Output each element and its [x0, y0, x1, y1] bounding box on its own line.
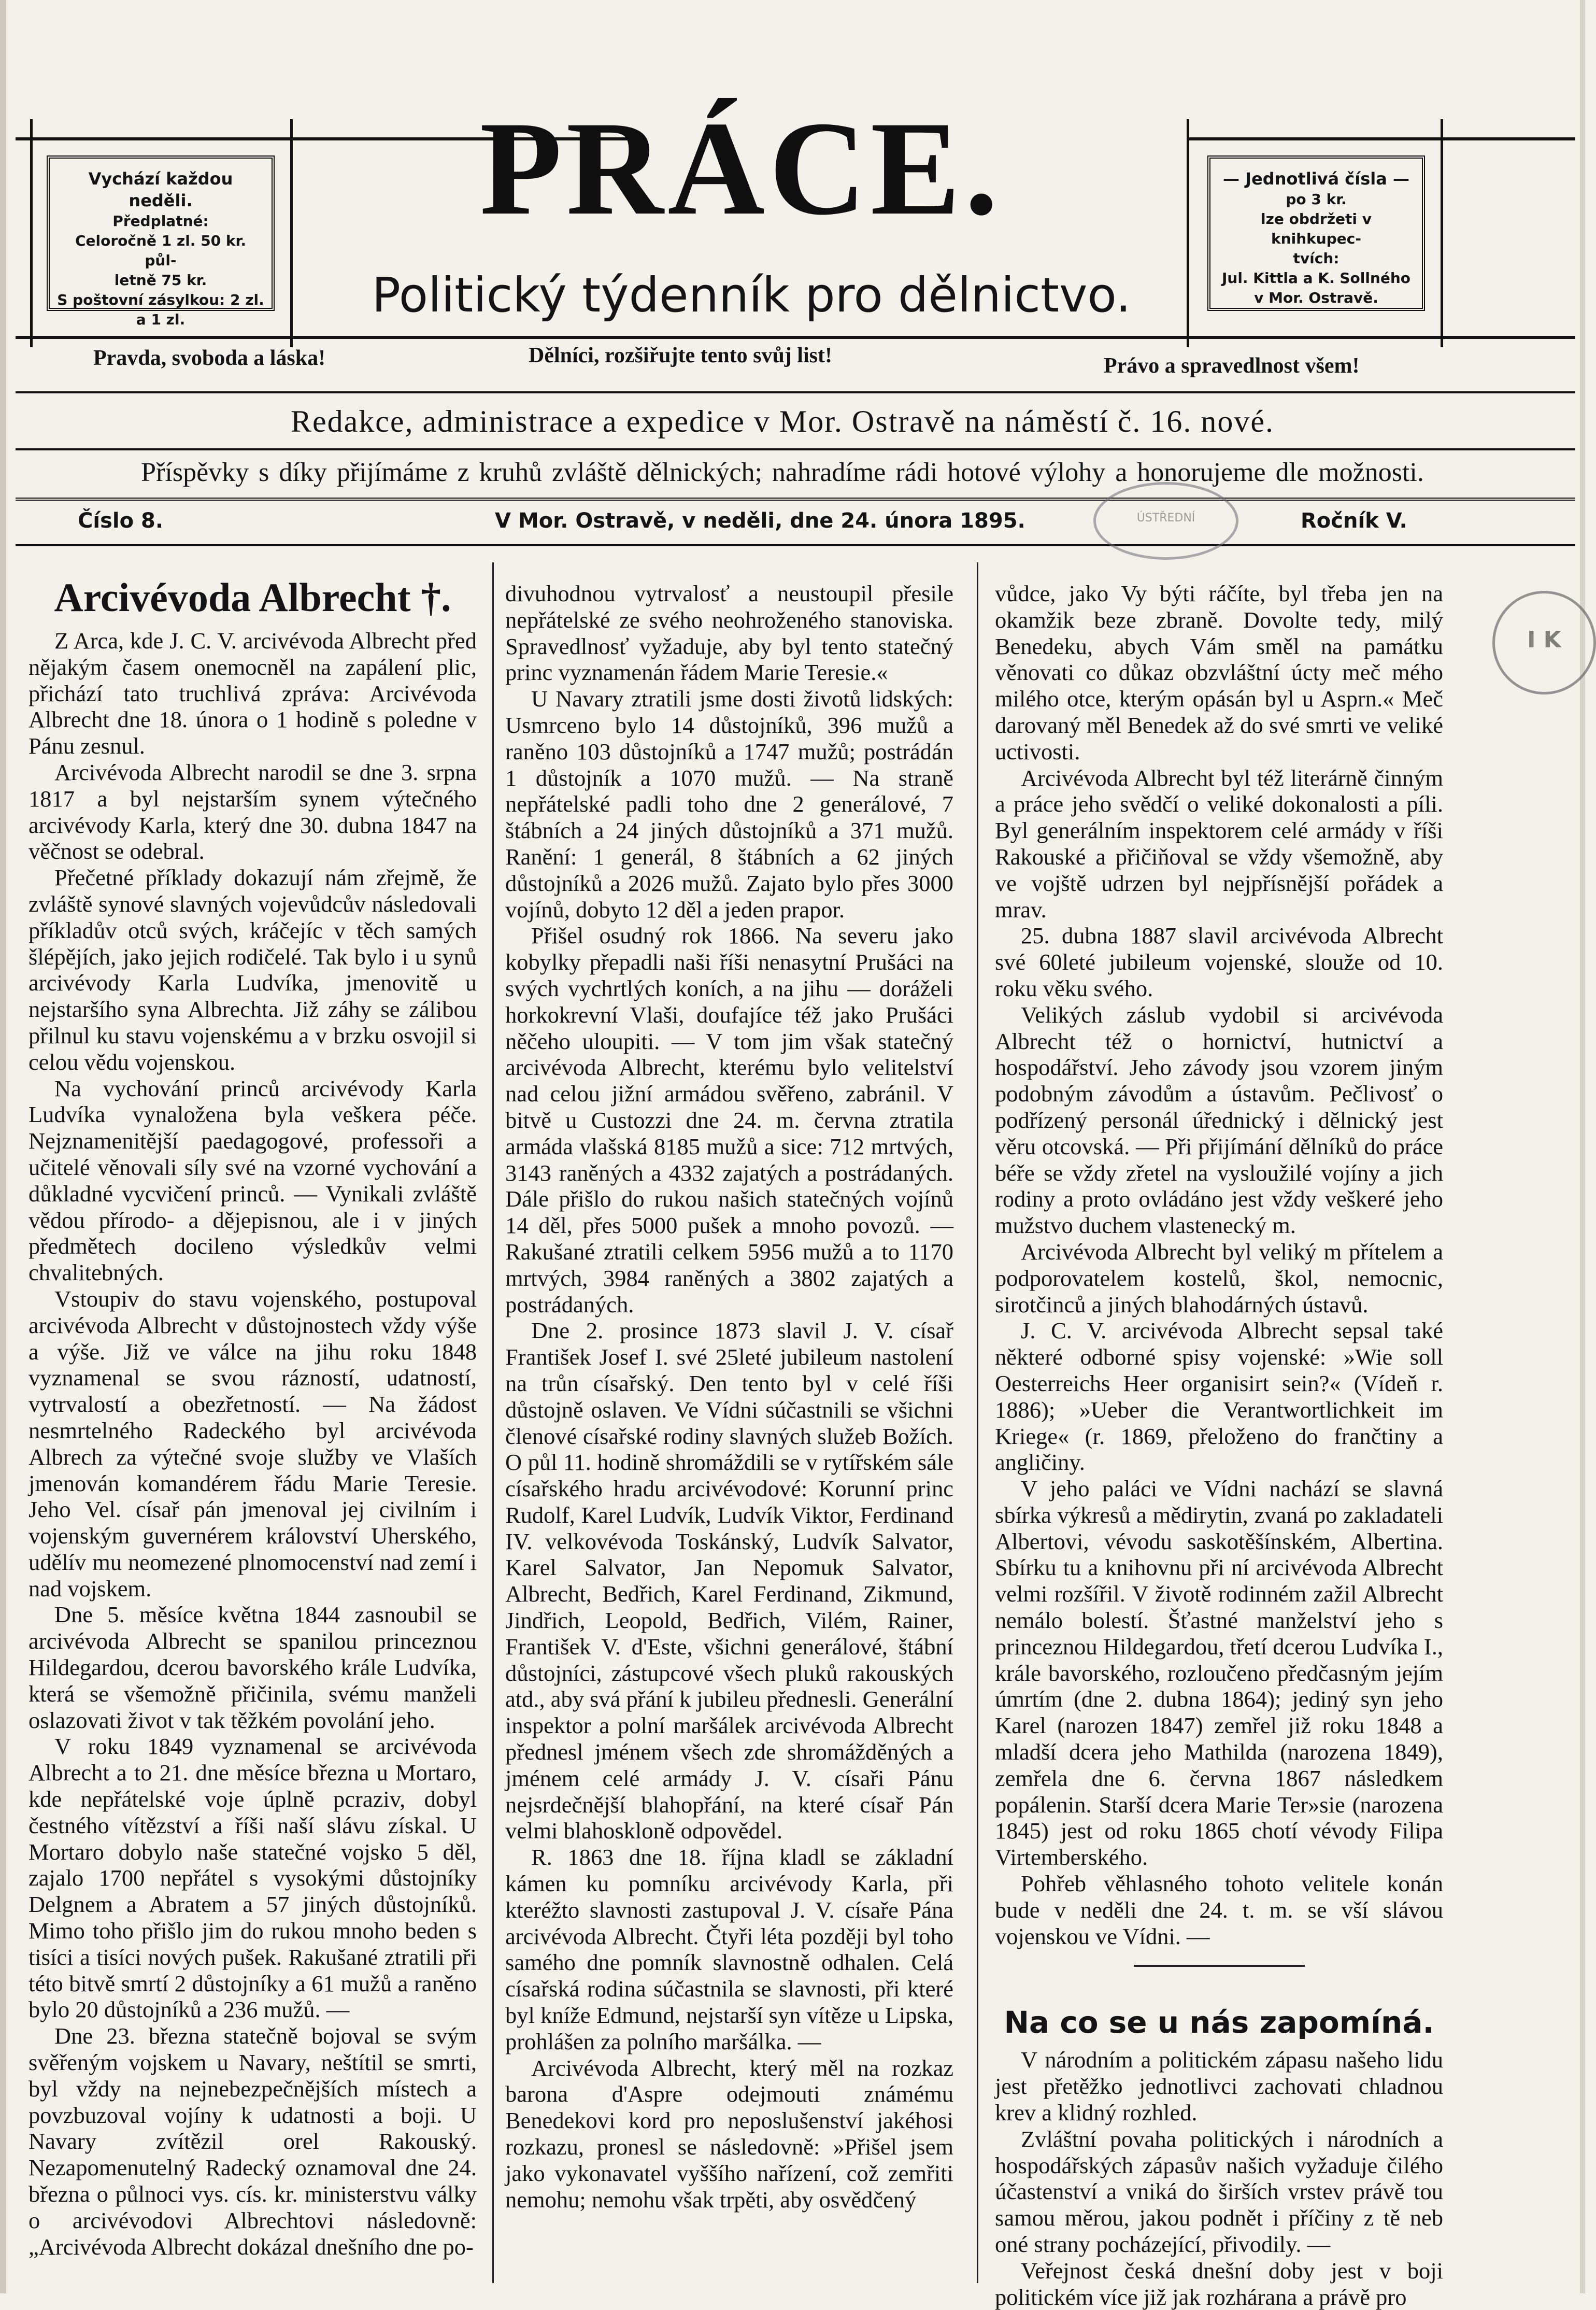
masthead-post-4 [1441, 119, 1443, 347]
article-title: Na co se u nás zapomíná. [1004, 2005, 1434, 2040]
article-paragraph: Na vychování princů arcivévody Karla Ludvíka vynaložena byla veškera péče. Nejznamenitější paedagogové, professoři a učitelé věnovali síly své na vzorné vychování a důkladné vycvičení princů. — Vynikali zvláště vědou přírodo- a dějepisnou, ale i v jiných předmětech docileno výsledkův velmi chvalitebných. [28, 1075, 477, 1286]
subscription-box-line: Celoročně 1 zl. 50 kr. půl- [75, 232, 246, 269]
motto-right: Právo a spravedlnost všem! [1104, 354, 1360, 378]
single-copies-box [1207, 155, 1425, 311]
rule-above-contributions [16, 448, 1575, 450]
article-paragraph: 25. dubna 1887 slavil arcivévoda Albrecht své 60leté jubileum vojenské, slouže od 10. roku věku svého. [995, 923, 1443, 1001]
single-copies-box-line: po 3 kr. [1286, 191, 1347, 208]
article-paragraph: Velikých záslub vydobil si arcivévoda Albrecht též o hornictví, hutnictví a hospodářství. Jeho závody jsou vzorem jiným podobným závodům a ústavům. Pečlivosť o podřízený personál úřednický i dělnický jest věru otcovská. — Při přijímání dělníků do práce béře se vždy zřetel na vysloužilé vojíny a jich rodiny a proto ovládáno jest vždy veškeré jeho mužstvo duchem vlastenecký m. [995, 1001, 1443, 1239]
article-paragraph: Přečetné příklady dokazují nám zřejmě, že zvláště synové slavných vojevůdcův následovali příkladův otců svých, kráčejíc v těch samých šlépějích, jako jejich rodičelé. Tak bylo i u synů arcivévody Karla Ludvíka, jmenovitě u nejstaršího syna Albrechta. Již záhy se zálibou přilnul ku stavu vojenskému a v brzku osvojil si celou vědu vojenskou. [28, 865, 477, 1075]
article-paragraph: Z Arca, kde J. C. V. arcivévoda Albrecht před nějakým časem onemocněl na zapálení plic, přichází tato truchlivá zpráva: Arcivévoda Albrecht dne 18. února o 1 hodině s poledne v Pánu zesnul. [28, 628, 477, 759]
newspaper-title: PRÁCE. [479, 94, 1003, 243]
article-paragraph: V národním a politickém zápasu našeho lidu jest přetěžko jednotlivci zachovati chladnou krev a klidný rozhled. [995, 2047, 1443, 2126]
subscription-box-line: Předplatné: [112, 212, 209, 230]
single-copies-box-line: Jul. Kittla a K. Sollného [1221, 270, 1411, 287]
issue-number: Číslo 8. [78, 509, 164, 533]
article-paragraph: Dne 2. prosince 1873 slavil J. V. císař František Josef I. své 25leté jubileum nastolení na trůn císařský. Den tento byl v celé říši důstojně oslaven. Ve Vídni súčastnili se všichni členové císařské rodiny slavných služeb Božích. O půl 11. hodině shromáždili se v rytířském sále císařského hradu arcivévodové: Korunní princ Rudolf, Karel Ludvík, Ludvík Viktor, Ferdinand IV. velkovévoda Toskánský, Ludvík Salvator, Karel Salvator, Jan Nepomuk Salvator, Albrecht, Bedřich, Karel Ferdinand, Zikmund, Jindřich, Leopold, Bedřich, Vilém, Rainer, František V. d'Este, všichni generálové, štábní důstojníci, zástupcové všech pluků rakouských atd., aby svá přání k jubileu přednesli. Generální inspektor a polní maršálek arcivévoda Albrecht přednesl jménem všech zde shromážděných a jménem celé armády J. V. císaři Pánu nejsrdečnější blahopřání, na které císař Pán velmi blahoskloně odpovědel. [505, 1317, 954, 1844]
issue-date: V Mor. Ostravě, v neděli, dne 24. února 1895. [495, 509, 1025, 533]
article-paragraph: V roku 1849 vyznamenal se arcivévoda Albrecht a to 21. dne měsíce března u Mortaro, kde nepřátelské voje úplně pcraziv, dobyl čestného vítězství a říši naší slávu získal. U Mortaro dobylo naše statečné vojsko 5 děl, zajalo 1700 nepřátel s vysokými důstojníky Delgnem a Abratem a 57 jiných důstojníků. Mimo toho přišlo jim do rukou mnoho beden s tisíci a tisíci nových pušek. Rakušané ztratili při této bitvě smrtí 2 důstojníky a 61 mužů a raněno bylo 20 důstojníků a 236 mužů. — [28, 1733, 477, 2023]
article-paragraph: Arcivévoda Albrecht byl veliký m přítelem a podporovatelem kostelů, škol, nemocnic, sirotčinců a jiných blahodárných ústavů. [995, 1238, 1443, 1317]
article-paragraph: Pohřeb věhlasného tohoto velitele konán bude v neděli dne 24. t. m. se vší slávou vojenskou ve Vídni. — [995, 1870, 1443, 1949]
subscription-box-line: a 1 zl. [136, 311, 186, 328]
rule-above-editorial [16, 391, 1575, 393]
column-rule-2 [977, 562, 978, 2283]
page-edge-right [1580, 0, 1585, 2293]
masthead-rule-right [1187, 137, 1575, 140]
subscription-box-line: S poštovní zásylkou: 2 zl. [57, 291, 264, 308]
article-paragraph: Vstoupiv do stavu vojenského, postupoval arcivévoda Albrecht v důstojnostech vždy výše a výše. Již ve válce na jihu roku 1848 vyznamenal se svou rázností, udatností, vytrvalostí a obezřetností. — Na žádost nesmrtelného Radeckého byl arcivévoda Albrech za výtečné svoje služby ve Vlaších jmenován komandérem řádu Marie Teresie. Jeho Vel. císař pán jmenoval jej civilním i vojenským guvernérem království Uherského, udělív mu neomezené plnomocenství nad zemí i nad vojskem. [28, 1285, 477, 1602]
subscription-box-head: Vychází každou neděli. [88, 169, 233, 210]
masthead-post-2 [290, 119, 293, 347]
article-paragraph: Arcivévoda Albrecht byl též literárně činným a práce jeho svědčí o veliké dokonalosti a píli. Byl generálním inspektorem celé armády v říši Rakouské a přičiňoval se vždy všemožně, aby ve vojště udrzen byl nejpřísnější pořádek a mrav. [995, 764, 1443, 923]
rule-below-issue-line [16, 544, 1575, 546]
article-paragraph: Veřejnost česká dnešní doby jest v boji politickém více již jak rozhárana a právě pro [995, 2257, 1443, 2310]
single-copies-box-head: — Jednotlivá čísla — [1223, 169, 1409, 189]
column-3 [995, 580, 1443, 2310]
motto-left: Pravda, svoboda a láska! [93, 346, 326, 370]
editorial-address: Redakce, administrace a expedice v Mor. Ostravě na náměstí č. 16. nové. [290, 404, 1275, 438]
contributions-note: Příspěvky s díky přijímáme z kruhů zvláště dělnických; nahradíme rádi hotové výlohy a honorujeme dle možnosti. [141, 458, 1424, 487]
single-copies-box-line: lze obdržeti v knihkupec- [1260, 210, 1372, 247]
article-paragraph: U Navary ztratili jsme dosti životů lidských: Usmrceno bylo 14 důstojníků, 396 mužů a raněno 103 důstojníků a 1747 mužů; postrádán 1 důstojník a 1070 mužů. — Na straně nepřátelské padli toho dne 2 generálové, 7 štábních a 24 jiných důstojníků a 371 mužů. Ranění: 1 generál, 8 štábních a 62 jiných důstojníků a 2026 mužů. Zajato bylo přes 3000 vojínů, dobyto 12 děl a jeden prapor. [505, 686, 953, 923]
page-edge-left [0, 0, 6, 2293]
article-paragraph: V jeho paláci ve Vídni nachází se slavná sbírka výkresů a mědirytin, zvaná po zakladateli Albertovi, vévodu saskotěšínském, Albertina. Sbírku tu a knihovnu při ní arcivévoda Albrecht velmi rozšířil. V životě rodinném zažil Albrecht nemálo bolestí. Šťastné manželství jeho s princeznou Hildegardou, třetí dcerou Ludvíka I., krále bavorského, rozloučeno předčasným jejím úmrtím (dne 2. dubna 1864); jediný syn jeho Karel (narozen 1847) zemřel již roku 1848 a mladší dcera jeho Mathilda (narozena 1849), zemřela dne 6. června 1867 následkem popálenin. Starší dcera Marie Ter»sie (narozena 1845) jest od roku 1865 chotí vévody Filipa Virtemberského. [995, 1476, 1443, 1870]
subscription-box-line: letně 75 kr. [114, 272, 207, 289]
article-separator [1134, 1965, 1305, 1967]
newspaper-subtitle: Politický týdenník pro dělnictvo. [372, 267, 1131, 323]
masthead-rule-bottom [16, 336, 1575, 339]
masthead-post-1 [30, 119, 33, 347]
article-paragraph: divuhodnou vytrvalosť a neustoupil přesile nepřátelské ze svého neohroženého stanoviska. Spravedlnosť vyžaduje, aby byl tento statečný princ vyznamenán řádem Marie Teresie.« [505, 580, 953, 686]
single-copies-box-line: v Mor. Ostravě. [1254, 289, 1378, 306]
article-paragraph: Přišel osudný rok 1866. Na severu jako kobylky přepadli naši říši nenasytní Prušáci na svých vychrtlých koních, a na jihu — doráželi horkokrevní Vlaši, doufajíce též jako Prušáci něčeho uloupiti. — V tom jim však statečný arcivévoda Albrecht, kterému bylo velitelství nad celou jižní armádou svěřeno, zabránil. V bitvě u Custozzi dne 24. m. června ztratila armáda vlašská 8185 mužů a sice: 712 mrtvých, 3143 raněných a 4332 zajatých a postrádaných. Dále přišlo do rukou našich statečných vojínů 14 děl, přes 5000 pušek a mnoho povozů. — Rakušané ztratili celkem 5956 mužů a to 1170 mrtvých, 3984 raněných a 3802 zajatých a postrádaných. [505, 923, 953, 1317]
article-paragraph: J. C. V. arcivévoda Albrecht sepsal také některé odborné spisy vojenské: »Wie soll Oesterreichs Heer organisirt sein?« (Vídeň r. 1886); »Ueber die Verantwortlichkeit im Kriege« (r. 1869, přeloženo do frančtiny a angličiny. [995, 1317, 1443, 1476]
column-rule-1 [492, 562, 494, 2283]
motto-center: Dělníci, rozšiřujte tento svůj list! [529, 344, 832, 367]
article-paragraph: vůdce, jako Vy býti ráčíte, byl třeba jen na okamžik beze zbraně. Dovolte tedy, milý Benedeku, abych Vám směl na památku věnovati co důkaz obzvláštní úcty meč mého milého otce, kterým opásán byl u Asprn.« Meč darovaný měl Benedek až do své smrti ve veliké uctivosti. [995, 580, 1443, 764]
margin-stamp: I K [1492, 591, 1596, 695]
volume-number: Ročník V. [1301, 509, 1407, 533]
postal-stamp: ÚSTŘEDNÍ [1093, 482, 1238, 560]
column-2 [505, 580, 953, 2286]
article-paragraph: Dne 23. března statečně bojoval se svým svěřeným vojskem u Navary, neštítil se smrti, byl vždy na nejnebezpečnějších místech a povzbuzoval vojíny k udatnosti a boji. U Navary zvítězil orel Rakouský. Nezapomenutelný Radecký oznamoval dne 24. března o půlnoci vys. cís. kr. ministerstvu války o arcivévodovi Albrechtovi následovně: „Arcivévoda Albrecht dokázal dnešního dne po- [28, 2023, 477, 2260]
article-paragraph: Arcivévoda Albrecht narodil se dne 3. srpna 1817 a byl nejstarším synem výtečného arcivévody Karla, který dne 30. dubna 1847 na věčnost se odebral. [28, 759, 477, 865]
single-copies-box-line: tvích: [1293, 250, 1340, 267]
article-paragraph: Arcivévoda Albrecht, který měl na rozkaz barona d'Aspre odejmouti známému Benedekovi kord pro neposlušenství jakéhosi rozkazu, pronesl se následovně: »Přišel jsem jako vykonavatel vyššího nařízení, což zemřiti nemohu; nemohu však trpěti, aby osvědčený [505, 2054, 953, 2213]
article-paragraph: Zvláštní povaha politických i národních a hospodářských zápasův našich vyžaduje čilého účastenství a vniká do širších vrstev právě tou samou měrou, jakou podnět i příčiny z tě neb oné strany pocházející, přivodily. — [995, 2125, 1443, 2258]
article-paragraph: R. 1863 dne 18. října kladl se základní kámen ku pomníku arcivévody Karla, při kteréžto slavnosti zastupoval J. V. císaře Pána arcivévoda Albrecht. Čtyři léta později byl toho samého dne pomník slavnostně odhalen. Celá císařská rodina súčastnila se slavnosti, při které byl kníže Edmund, nejstarší syn vítěze u Lipska, prohlášen za polního maršálka. — [505, 1844, 953, 2054]
article-title: Arcivévoda Albrecht †. [54, 575, 451, 620]
subscription-box [47, 155, 275, 328]
rule-above-issue-line [16, 498, 1575, 501]
column-1 [28, 573, 477, 2278]
article-paragraph: Dne 5. měsíce května 1844 zasnoubil se arcivévoda Albrecht se spanilou princeznou Hildegardou, dcerou bavorského krále Ludvíka, která se všemožně přičinila, svému manželi oslazovati život v tak těžkém povolání jeho. [28, 1602, 477, 1733]
